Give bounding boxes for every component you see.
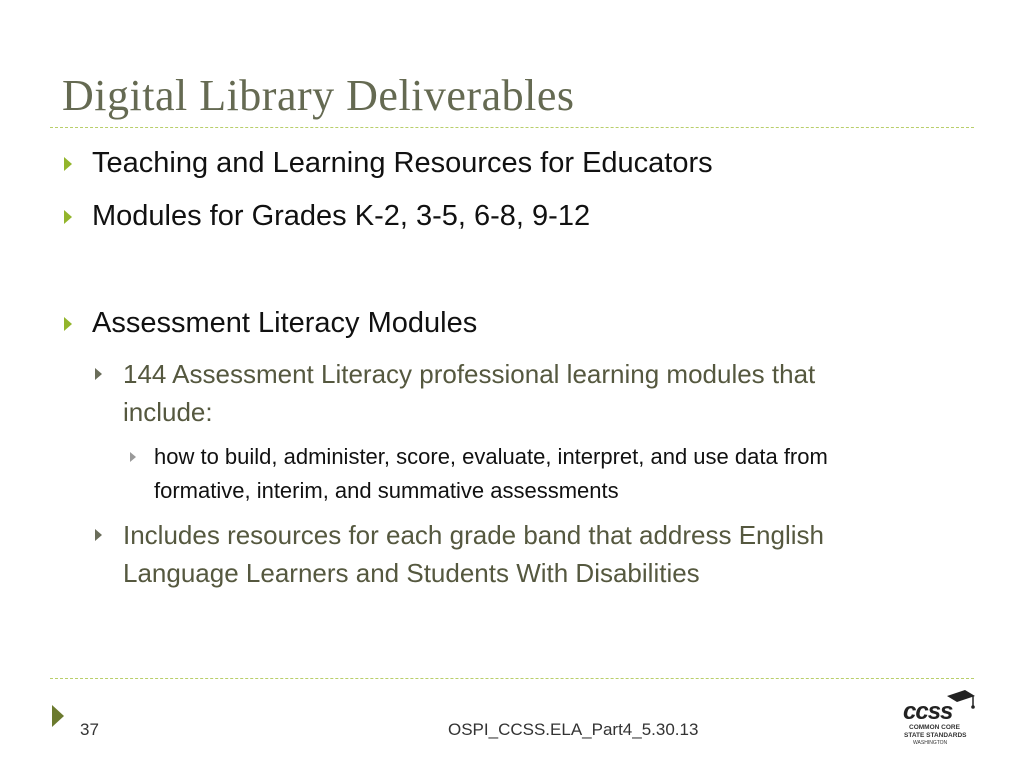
bullet-item	[92, 200, 590, 233]
sub-bullet-item	[123, 516, 824, 592]
sub-bullet-item	[123, 355, 815, 431]
ccss-logo	[895, 690, 975, 750]
bullet-arrow-icon	[64, 157, 72, 171]
logo-line: COMMON CORE	[909, 724, 960, 731]
footer-divider	[50, 678, 974, 679]
slide-title: Digital Library Deliverables	[62, 71, 575, 120]
bullet-arrow-icon	[64, 317, 72, 331]
footer-text: OSPI_CCSS.ELA_Part4_5.30.13	[448, 720, 699, 739]
sub-bullet-arrow-icon	[95, 368, 102, 380]
title-divider	[50, 127, 974, 128]
sub-sub-bullet-line: how to build, administer, score, evaluate, interpret, and use data from	[154, 444, 828, 469]
sub-bullet-line: Language Learners and Students With Disabilities	[123, 558, 700, 588]
ccss-logo-word: ccss	[903, 698, 953, 725]
bullet-text: Modules for Grades K-2, 3-5, 6-8, 9-12	[92, 200, 591, 232]
sub-sub-bullet-arrow-icon	[130, 452, 136, 462]
logo-line: WASHINGTON	[913, 740, 948, 746]
bullet-item	[92, 147, 713, 180]
page-number: 37	[80, 720, 99, 739]
sub-sub-bullet-item	[154, 440, 828, 508]
bullet-text: Teaching and Learning Resources for Educators	[92, 147, 713, 179]
bullet-arrow-icon	[64, 210, 72, 224]
sub-bullet-line: Includes resources for each grade band that address English	[123, 520, 824, 550]
sub-bullet-line: 144 Assessment Literacy professional learning modules that	[123, 359, 816, 389]
sub-bullet-line: include:	[123, 397, 213, 427]
bullet-text: Assessment Literacy Modules	[92, 307, 478, 339]
bullet-item	[92, 307, 477, 340]
footer-arrow-icon	[52, 705, 64, 727]
sub-sub-bullet-line: formative, interim, and summative assessments	[154, 478, 619, 503]
sub-bullet-arrow-icon	[95, 529, 102, 541]
logo-line: STATE STANDARDS	[904, 732, 967, 739]
